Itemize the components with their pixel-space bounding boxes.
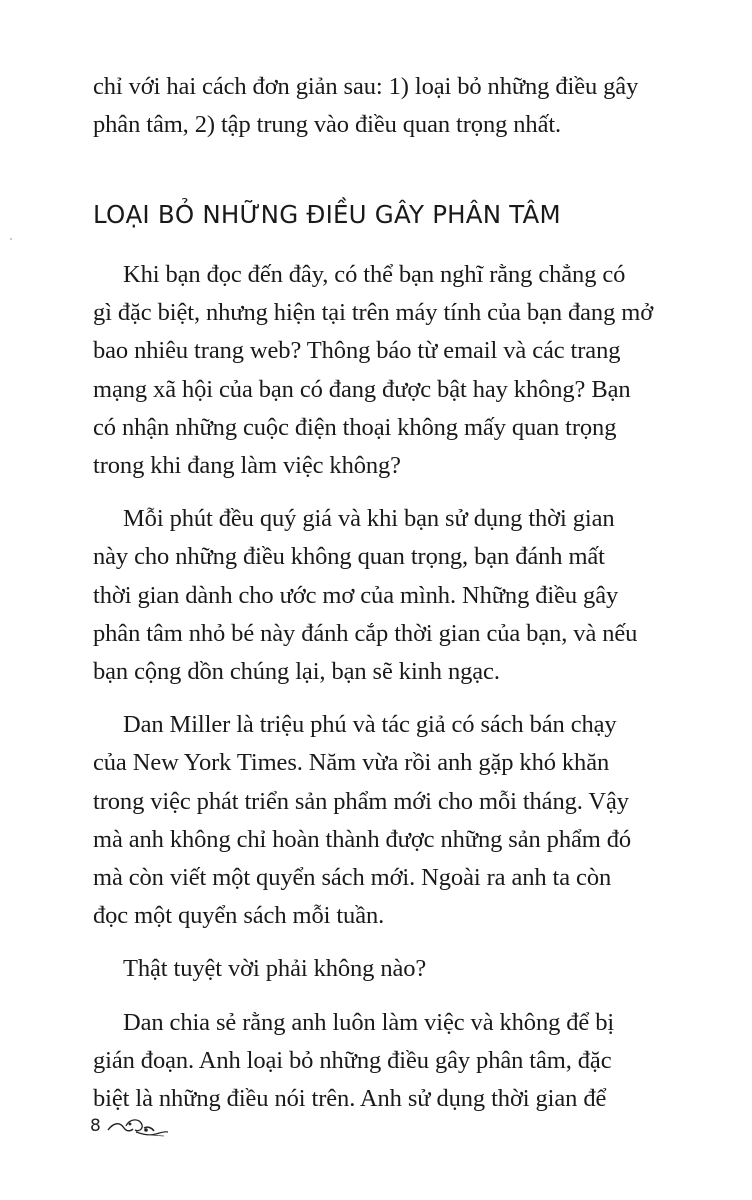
text-line: có nhận những cuộc điện thoại không mấy quan trọng: [93, 413, 617, 441]
text-line: trong việc phát triển sản phẩm mới cho mỗi tháng. Vậy: [93, 787, 629, 815]
text-line: gián đoạn. Anh loại bỏ những điều gây phân tâm, đặc: [93, 1046, 612, 1074]
text-line: gì đặc biệt, nhưng hiện tại trên máy tính của bạn đang mở: [93, 299, 654, 327]
text-line: biệt là những điều nói trên. Anh sử dụng thời gian để: [93, 1085, 607, 1113]
text-line: đọc một quyển sách mỗi tuần.: [93, 902, 385, 930]
text-line: mà còn viết một quyển sách mới. Ngoài ra anh ta còn: [93, 864, 612, 892]
paragraph: [93, 1004, 663, 1119]
text-line: Mỗi phút đều quý giá và khi bạn sử dụng thời gian: [123, 505, 615, 533]
text-line: thời gian dành cho ước mơ của mình. Những điều gây: [93, 581, 619, 609]
text-line: mà anh không chỉ hoàn thành được những sản phẩm đó: [93, 825, 632, 853]
text-line: Dan Miller là triệu phú và tác giả có sách bán chạy: [123, 711, 617, 739]
paragraph: [93, 500, 663, 691]
text-line: Dan chia sẻ rằng anh luôn làm việc và không để bị: [123, 1008, 615, 1036]
intro-text: [93, 68, 663, 144]
paragraph: [93, 706, 663, 935]
text-line: bạn cộng dồn chúng lại, bạn sẽ kinh ngạc.: [93, 658, 500, 686]
margin-speck: [10, 238, 12, 240]
text-line: bao nhiêu trang web? Thông báo từ email và các trang: [93, 337, 621, 365]
decorative-flourish-icon: [106, 1116, 174, 1145]
paragraph: [93, 256, 663, 485]
text-line: chỉ với hai cách đơn giản sau: 1) loại bỏ những điều gây: [93, 73, 639, 100]
text-line: Thật tuyệt vời phải không nào?: [123, 955, 427, 983]
section-heading: LOẠI BỎ NHỮNG ĐIỀU GÂY PHÂN TÂM: [93, 200, 561, 229]
intro-paragraph: [93, 68, 663, 144]
text-line: của New York Times. Năm vừa rồi anh gặp khó khăn: [93, 749, 610, 777]
page-number: 8: [90, 1116, 101, 1136]
text-line: trong khi đang làm việc không?: [93, 452, 401, 480]
text-line: Khi bạn đọc đến đây, có thể bạn nghĩ rằng chẳng có: [123, 261, 626, 288]
page-footer: [90, 1112, 210, 1142]
paragraph: [93, 950, 663, 988]
text-line: này cho những điều không quan trọng, bạn đánh mất: [93, 543, 605, 571]
body-text: [93, 256, 663, 1133]
text-line: mạng xã hội của bạn có đang được bật hay không? Bạn: [93, 375, 631, 403]
text-line: phân tâm nhỏ bé này đánh cắp thời gian của bạn, và nếu: [93, 619, 638, 647]
text-line: phân tâm, 2) tập trung vào điều quan trọng nhất.: [93, 111, 562, 139]
